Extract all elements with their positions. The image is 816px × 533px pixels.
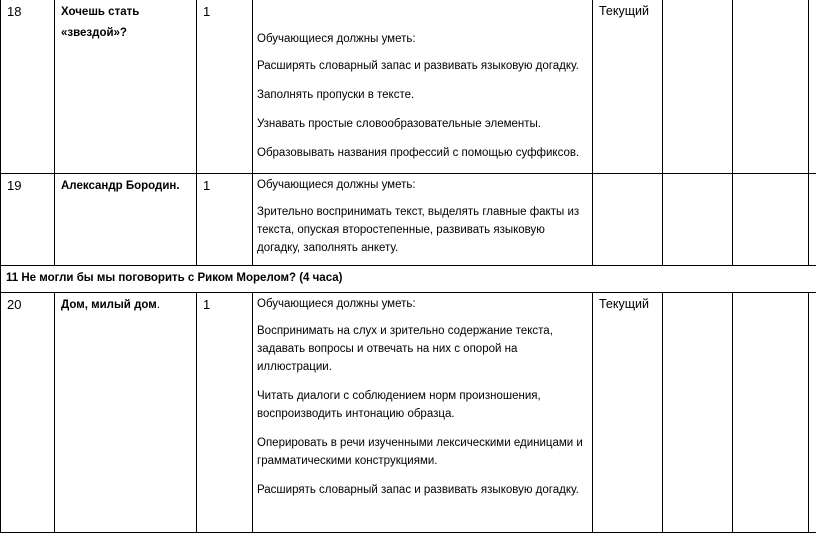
skills-intro: Обучающиеся должны уметь: xyxy=(257,176,586,194)
lesson-topic: Александр Бородин. xyxy=(55,174,197,266)
lesson-topic: Хочешь стать «звездой»? xyxy=(55,0,197,174)
skill-item: Оперировать в речи изученными лексическими единицами и грамматическими конструкциями. xyxy=(257,434,586,470)
skill-item: Читать диалоги с соблюдением норм произношения, воспроизводить интонацию образца. xyxy=(257,387,586,423)
lesson-skills xyxy=(253,0,593,174)
control-type xyxy=(593,174,663,266)
lesson-skills xyxy=(253,293,593,533)
empty-cell xyxy=(733,0,809,174)
skill-item: Расширять словарный запас и развивать языковую догадку. xyxy=(257,481,586,499)
lesson-topic-text: Дом, милый дом xyxy=(61,299,157,311)
empty-cell xyxy=(733,174,809,266)
skills-intro: Обучающиеся должны уметь: xyxy=(257,30,586,48)
lesson-skills xyxy=(253,174,593,266)
table-row xyxy=(1,174,816,266)
lesson-topic-period: . xyxy=(157,299,160,311)
empty-cell xyxy=(733,293,809,533)
skill-item: Заполнять пропуски в тексте. xyxy=(257,86,586,104)
empty-cell xyxy=(663,0,733,174)
table-row xyxy=(1,0,816,174)
empty-cell xyxy=(809,0,816,174)
empty-cell xyxy=(809,293,816,533)
empty-cell xyxy=(663,174,733,266)
lesson-number: 20 xyxy=(1,293,55,533)
lesson-hours: 1 xyxy=(197,0,253,174)
control-type: Текущий xyxy=(593,0,663,174)
lesson-hours: 1 xyxy=(197,293,253,533)
table-row xyxy=(1,293,816,533)
skills-intro: Обучающиеся должны уметь: xyxy=(257,295,586,313)
skill-item: Узнавать простые словообразовательные элементы. xyxy=(257,115,586,133)
section-row xyxy=(1,266,816,293)
empty-cell xyxy=(809,174,816,266)
lesson-number: 19 xyxy=(1,174,55,266)
skill-item: Воспринимать на слух и зрительно содержание текста, задавать вопросы и отвечать на них с опорой на иллюстрации. xyxy=(257,322,586,376)
lesson-number: 18 xyxy=(1,0,55,174)
control-type: Текущий xyxy=(593,293,663,533)
empty-cell xyxy=(663,293,733,533)
skill-item: Зрительно воспринимать текст, выделять главные факты из текста, опуская второстепенные, развивать языковую догадку, заполнять анкету. xyxy=(257,203,586,257)
section-title: 11 Не могли бы мы поговорить с Риком Морелом? (4 часа) xyxy=(1,266,816,293)
skill-item: Образовывать названия профессий с помощью суффиксов. xyxy=(257,144,586,162)
skill-item: Расширять словарный запас и развивать языковую догадку. xyxy=(257,57,586,75)
lesson-hours: 1 xyxy=(197,174,253,266)
lesson-topic xyxy=(55,293,197,533)
